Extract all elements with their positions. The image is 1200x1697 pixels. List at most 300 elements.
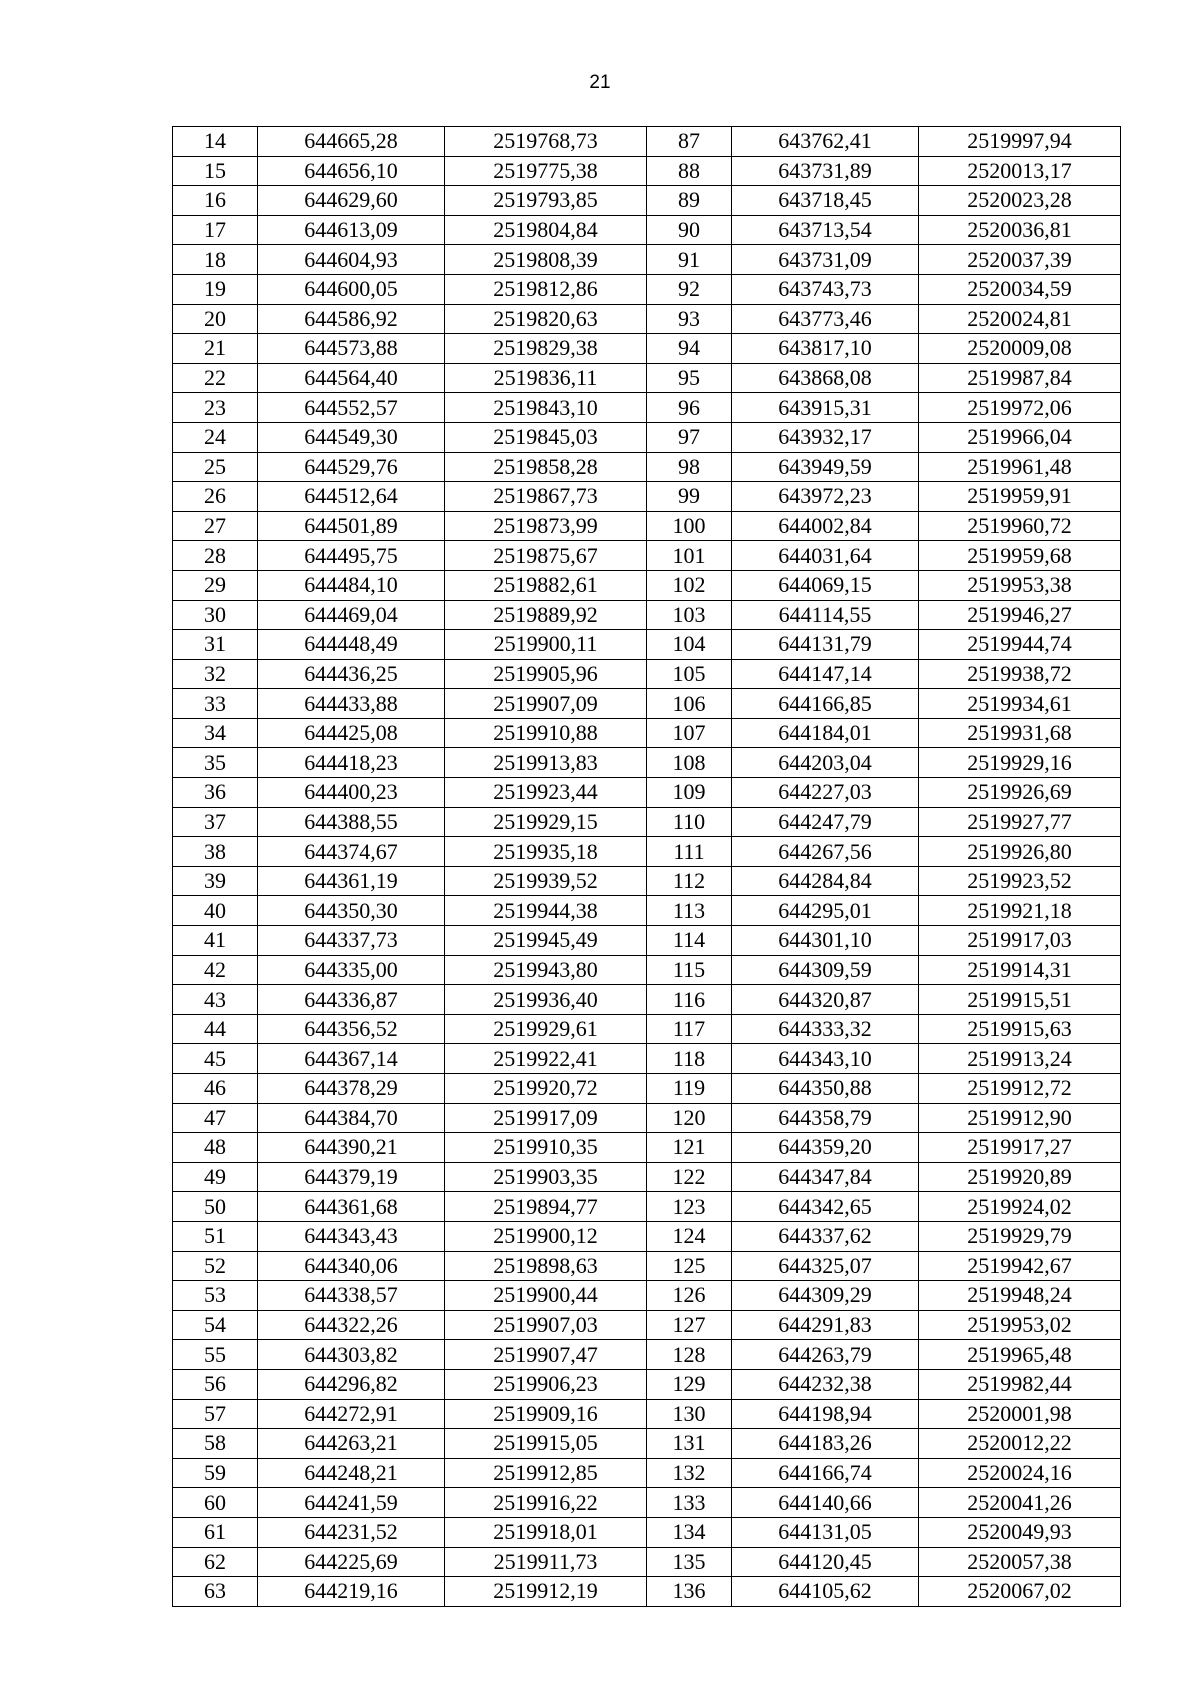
x-coordinate-cell: 644484,10 xyxy=(258,570,445,600)
point-number-cell: 127 xyxy=(647,1310,732,1340)
x-coordinate-cell: 644350,30 xyxy=(258,896,445,926)
point-number-cell: 130 xyxy=(647,1399,732,1429)
y-coordinate-cell: 2520009,08 xyxy=(919,334,1121,364)
x-coordinate-cell: 643868,08 xyxy=(732,363,919,393)
x-coordinate-cell: 643743,73 xyxy=(732,274,919,304)
y-coordinate-cell: 2520041,26 xyxy=(919,1488,1121,1518)
y-coordinate-cell: 2519808,39 xyxy=(445,245,647,275)
table-row xyxy=(173,866,1121,896)
y-coordinate-cell: 2519911,73 xyxy=(445,1547,647,1577)
y-coordinate-cell: 2519903,35 xyxy=(445,1162,647,1192)
table-row xyxy=(173,837,1121,867)
x-coordinate-cell: 644512,64 xyxy=(258,482,445,512)
y-coordinate-cell: 2519917,27 xyxy=(919,1133,1121,1163)
y-coordinate-cell: 2519793,85 xyxy=(445,186,647,216)
y-coordinate-cell: 2520023,28 xyxy=(919,186,1121,216)
y-coordinate-cell: 2520034,59 xyxy=(919,274,1121,304)
point-number-cell: 102 xyxy=(647,570,732,600)
point-number-cell: 136 xyxy=(647,1577,732,1607)
point-number-cell: 24 xyxy=(173,422,258,452)
point-number-cell: 94 xyxy=(647,334,732,364)
x-coordinate-cell: 644549,30 xyxy=(258,422,445,452)
point-number-cell: 33 xyxy=(173,689,258,719)
y-coordinate-cell: 2519845,03 xyxy=(445,422,647,452)
point-number-cell: 97 xyxy=(647,422,732,452)
x-coordinate-cell: 644336,87 xyxy=(258,985,445,1015)
y-coordinate-cell: 2520012,22 xyxy=(919,1429,1121,1459)
page-number: 21 xyxy=(589,72,611,93)
point-number-cell: 110 xyxy=(647,807,732,837)
table-row xyxy=(173,274,1121,304)
point-number-cell: 104 xyxy=(647,630,732,660)
point-number-cell: 112 xyxy=(647,866,732,896)
y-coordinate-cell: 2519959,68 xyxy=(919,541,1121,571)
y-coordinate-cell: 2519921,18 xyxy=(919,896,1121,926)
x-coordinate-cell: 644400,23 xyxy=(258,778,445,808)
y-coordinate-cell: 2519942,67 xyxy=(919,1251,1121,1281)
x-coordinate-cell: 644114,55 xyxy=(732,600,919,630)
x-coordinate-cell: 644120,45 xyxy=(732,1547,919,1577)
point-number-cell: 120 xyxy=(647,1103,732,1133)
y-coordinate-cell: 2519907,47 xyxy=(445,1340,647,1370)
x-coordinate-cell: 643718,45 xyxy=(732,186,919,216)
y-coordinate-cell: 2520013,17 xyxy=(919,156,1121,186)
y-coordinate-cell: 2519858,28 xyxy=(445,452,647,482)
x-coordinate-cell: 644069,15 xyxy=(732,570,919,600)
point-number-cell: 62 xyxy=(173,1547,258,1577)
point-number-cell: 48 xyxy=(173,1133,258,1163)
y-coordinate-cell: 2520067,02 xyxy=(919,1577,1121,1607)
point-number-cell: 26 xyxy=(173,482,258,512)
table-row xyxy=(173,1251,1121,1281)
point-number-cell: 49 xyxy=(173,1162,258,1192)
x-coordinate-cell: 644552,57 xyxy=(258,393,445,423)
y-coordinate-cell: 2519961,48 xyxy=(919,452,1121,482)
table-row xyxy=(173,689,1121,719)
x-coordinate-cell: 644564,40 xyxy=(258,363,445,393)
x-coordinate-cell: 644342,65 xyxy=(732,1192,919,1222)
y-coordinate-cell: 2519926,80 xyxy=(919,837,1121,867)
table-row xyxy=(173,778,1121,808)
x-coordinate-cell: 644309,59 xyxy=(732,955,919,985)
x-coordinate-cell: 644378,29 xyxy=(258,1074,445,1104)
table-row xyxy=(173,1577,1121,1607)
y-coordinate-cell: 2519909,16 xyxy=(445,1399,647,1429)
table-row xyxy=(173,1103,1121,1133)
table-row xyxy=(173,896,1121,926)
x-coordinate-cell: 644325,07 xyxy=(732,1251,919,1281)
point-number-cell: 125 xyxy=(647,1251,732,1281)
x-coordinate-cell: 644347,84 xyxy=(732,1162,919,1192)
table-row xyxy=(173,718,1121,748)
point-number-cell: 117 xyxy=(647,1014,732,1044)
x-coordinate-cell: 643713,54 xyxy=(732,215,919,245)
x-coordinate-cell: 644284,84 xyxy=(732,866,919,896)
x-coordinate-cell: 644333,32 xyxy=(732,1014,919,1044)
y-coordinate-cell: 2519966,04 xyxy=(919,422,1121,452)
x-coordinate-cell: 644272,91 xyxy=(258,1399,445,1429)
y-coordinate-cell: 2519929,16 xyxy=(919,748,1121,778)
y-coordinate-cell: 2519917,03 xyxy=(919,926,1121,956)
table-row xyxy=(173,186,1121,216)
y-coordinate-cell: 2519929,79 xyxy=(919,1221,1121,1251)
point-number-cell: 101 xyxy=(647,541,732,571)
x-coordinate-cell: 644147,14 xyxy=(732,659,919,689)
point-number-cell: 88 xyxy=(647,156,732,186)
x-coordinate-cell: 644338,57 xyxy=(258,1281,445,1311)
y-coordinate-cell: 2519910,88 xyxy=(445,718,647,748)
table-row xyxy=(173,363,1121,393)
point-number-cell: 55 xyxy=(173,1340,258,1370)
table-row xyxy=(173,985,1121,1015)
x-coordinate-cell: 644361,19 xyxy=(258,866,445,896)
y-coordinate-cell: 2519875,67 xyxy=(445,541,647,571)
x-coordinate-cell: 644203,04 xyxy=(732,748,919,778)
point-number-cell: 21 xyxy=(173,334,258,364)
y-coordinate-cell: 2519916,22 xyxy=(445,1488,647,1518)
x-coordinate-cell: 644665,28 xyxy=(258,127,445,157)
x-coordinate-cell: 644303,82 xyxy=(258,1340,445,1370)
x-coordinate-cell: 643731,89 xyxy=(732,156,919,186)
point-number-cell: 59 xyxy=(173,1458,258,1488)
point-number-cell: 54 xyxy=(173,1310,258,1340)
x-coordinate-cell: 644267,56 xyxy=(732,837,919,867)
point-number-cell: 111 xyxy=(647,837,732,867)
y-coordinate-cell: 2519997,94 xyxy=(919,127,1121,157)
y-coordinate-cell: 2519914,31 xyxy=(919,955,1121,985)
y-coordinate-cell: 2519912,90 xyxy=(919,1103,1121,1133)
x-coordinate-cell: 644350,88 xyxy=(732,1074,919,1104)
point-number-cell: 29 xyxy=(173,570,258,600)
y-coordinate-cell: 2519936,40 xyxy=(445,985,647,1015)
y-coordinate-cell: 2519926,69 xyxy=(919,778,1121,808)
x-coordinate-cell: 643949,59 xyxy=(732,452,919,482)
x-coordinate-cell: 644232,38 xyxy=(732,1369,919,1399)
table-row xyxy=(173,1310,1121,1340)
y-coordinate-cell: 2519907,09 xyxy=(445,689,647,719)
y-coordinate-cell: 2519912,85 xyxy=(445,1458,647,1488)
point-number-cell: 43 xyxy=(173,985,258,1015)
x-coordinate-cell: 644031,64 xyxy=(732,541,919,571)
y-coordinate-cell: 2519910,35 xyxy=(445,1133,647,1163)
x-coordinate-cell: 644374,67 xyxy=(258,837,445,867)
x-coordinate-cell: 644183,26 xyxy=(732,1429,919,1459)
x-coordinate-cell: 644247,79 xyxy=(732,807,919,837)
x-coordinate-cell: 644529,76 xyxy=(258,452,445,482)
table-row xyxy=(173,570,1121,600)
table-row xyxy=(173,600,1121,630)
point-number-cell: 18 xyxy=(173,245,258,275)
y-coordinate-cell: 2519915,05 xyxy=(445,1429,647,1459)
y-coordinate-cell: 2519945,49 xyxy=(445,926,647,956)
y-coordinate-cell: 2519944,74 xyxy=(919,630,1121,660)
x-coordinate-cell: 644629,60 xyxy=(258,186,445,216)
point-number-cell: 16 xyxy=(173,186,258,216)
coordinates-table-body xyxy=(173,127,1121,1607)
x-coordinate-cell: 644295,01 xyxy=(732,896,919,926)
point-number-cell: 30 xyxy=(173,600,258,630)
x-coordinate-cell: 644227,03 xyxy=(732,778,919,808)
table-row xyxy=(173,541,1121,571)
table-row xyxy=(173,156,1121,186)
y-coordinate-cell: 2519918,01 xyxy=(445,1517,647,1547)
table-row xyxy=(173,245,1121,275)
y-coordinate-cell: 2519922,41 xyxy=(445,1044,647,1074)
table-row xyxy=(173,215,1121,245)
point-number-cell: 46 xyxy=(173,1074,258,1104)
point-number-cell: 126 xyxy=(647,1281,732,1311)
point-number-cell: 14 xyxy=(173,127,258,157)
y-coordinate-cell: 2519938,72 xyxy=(919,659,1121,689)
point-number-cell: 129 xyxy=(647,1369,732,1399)
y-coordinate-cell: 2519959,91 xyxy=(919,482,1121,512)
point-number-cell: 25 xyxy=(173,452,258,482)
y-coordinate-cell: 2519915,51 xyxy=(919,985,1121,1015)
y-coordinate-cell: 2519812,86 xyxy=(445,274,647,304)
point-number-cell: 51 xyxy=(173,1221,258,1251)
x-coordinate-cell: 644231,52 xyxy=(258,1517,445,1547)
y-coordinate-cell: 2519836,11 xyxy=(445,363,647,393)
y-coordinate-cell: 2520024,16 xyxy=(919,1458,1121,1488)
y-coordinate-cell: 2519906,23 xyxy=(445,1369,647,1399)
table-row xyxy=(173,1547,1121,1577)
y-coordinate-cell: 2519965,48 xyxy=(919,1340,1121,1370)
y-coordinate-cell: 2520024,81 xyxy=(919,304,1121,334)
point-number-cell: 61 xyxy=(173,1517,258,1547)
point-number-cell: 114 xyxy=(647,926,732,956)
y-coordinate-cell: 2519920,89 xyxy=(919,1162,1121,1192)
y-coordinate-cell: 2519873,99 xyxy=(445,511,647,541)
y-coordinate-cell: 2519775,38 xyxy=(445,156,647,186)
table-row xyxy=(173,334,1121,364)
y-coordinate-cell: 2520049,93 xyxy=(919,1517,1121,1547)
y-coordinate-cell: 2519804,84 xyxy=(445,215,647,245)
x-coordinate-cell: 644219,16 xyxy=(258,1577,445,1607)
x-coordinate-cell: 644390,21 xyxy=(258,1133,445,1163)
point-number-cell: 31 xyxy=(173,630,258,660)
y-coordinate-cell: 2519917,09 xyxy=(445,1103,647,1133)
x-coordinate-cell: 644241,59 xyxy=(258,1488,445,1518)
x-coordinate-cell: 644225,69 xyxy=(258,1547,445,1577)
y-coordinate-cell: 2519987,84 xyxy=(919,363,1121,393)
y-coordinate-cell: 2519943,80 xyxy=(445,955,647,985)
table-row xyxy=(173,1162,1121,1192)
x-coordinate-cell: 644388,55 xyxy=(258,807,445,837)
x-coordinate-cell: 643915,31 xyxy=(732,393,919,423)
y-coordinate-cell: 2519894,77 xyxy=(445,1192,647,1222)
table-row xyxy=(173,1399,1121,1429)
y-coordinate-cell: 2519982,44 xyxy=(919,1369,1121,1399)
table-row xyxy=(173,1044,1121,1074)
point-number-cell: 58 xyxy=(173,1429,258,1459)
x-coordinate-cell: 644586,92 xyxy=(258,304,445,334)
y-coordinate-cell: 2519900,11 xyxy=(445,630,647,660)
point-number-cell: 37 xyxy=(173,807,258,837)
x-coordinate-cell: 644356,52 xyxy=(258,1014,445,1044)
point-number-cell: 27 xyxy=(173,511,258,541)
table-row xyxy=(173,955,1121,985)
x-coordinate-cell: 644296,82 xyxy=(258,1369,445,1399)
y-coordinate-cell: 2519920,72 xyxy=(445,1074,647,1104)
y-coordinate-cell: 2519900,12 xyxy=(445,1221,647,1251)
x-coordinate-cell: 643932,17 xyxy=(732,422,919,452)
x-coordinate-cell: 644320,87 xyxy=(732,985,919,1015)
point-number-cell: 131 xyxy=(647,1429,732,1459)
y-coordinate-cell: 2519934,61 xyxy=(919,689,1121,719)
table-row xyxy=(173,1488,1121,1518)
y-coordinate-cell: 2519972,06 xyxy=(919,393,1121,423)
point-number-cell: 22 xyxy=(173,363,258,393)
x-coordinate-cell: 644343,43 xyxy=(258,1221,445,1251)
x-coordinate-cell: 644433,88 xyxy=(258,689,445,719)
point-number-cell: 28 xyxy=(173,541,258,571)
point-number-cell: 90 xyxy=(647,215,732,245)
point-number-cell: 119 xyxy=(647,1074,732,1104)
x-coordinate-cell: 644436,25 xyxy=(258,659,445,689)
y-coordinate-cell: 2519915,63 xyxy=(919,1014,1121,1044)
y-coordinate-cell: 2519953,38 xyxy=(919,570,1121,600)
point-number-cell: 60 xyxy=(173,1488,258,1518)
point-number-cell: 132 xyxy=(647,1458,732,1488)
y-coordinate-cell: 2519912,72 xyxy=(919,1074,1121,1104)
point-number-cell: 35 xyxy=(173,748,258,778)
table-row xyxy=(173,1458,1121,1488)
table-row xyxy=(173,630,1121,660)
point-number-cell: 134 xyxy=(647,1517,732,1547)
x-coordinate-cell: 643972,23 xyxy=(732,482,919,512)
y-coordinate-cell: 2520057,38 xyxy=(919,1547,1121,1577)
point-number-cell: 17 xyxy=(173,215,258,245)
y-coordinate-cell: 2520001,98 xyxy=(919,1399,1121,1429)
x-coordinate-cell: 644131,79 xyxy=(732,630,919,660)
point-number-cell: 50 xyxy=(173,1192,258,1222)
y-coordinate-cell: 2519946,27 xyxy=(919,600,1121,630)
table-row xyxy=(173,1429,1121,1459)
y-coordinate-cell: 2519829,38 xyxy=(445,334,647,364)
point-number-cell: 47 xyxy=(173,1103,258,1133)
y-coordinate-cell: 2519939,52 xyxy=(445,866,647,896)
point-number-cell: 109 xyxy=(647,778,732,808)
y-coordinate-cell: 2519929,61 xyxy=(445,1014,647,1044)
point-number-cell: 108 xyxy=(647,748,732,778)
point-number-cell: 105 xyxy=(647,659,732,689)
x-coordinate-cell: 644343,10 xyxy=(732,1044,919,1074)
x-coordinate-cell: 644263,21 xyxy=(258,1429,445,1459)
point-number-cell: 103 xyxy=(647,600,732,630)
x-coordinate-cell: 644337,62 xyxy=(732,1221,919,1251)
point-number-cell: 52 xyxy=(173,1251,258,1281)
point-number-cell: 107 xyxy=(647,718,732,748)
point-number-cell: 118 xyxy=(647,1044,732,1074)
y-coordinate-cell: 2519935,18 xyxy=(445,837,647,867)
table-row xyxy=(173,1517,1121,1547)
point-number-cell: 39 xyxy=(173,866,258,896)
y-coordinate-cell: 2519900,44 xyxy=(445,1281,647,1311)
point-number-cell: 133 xyxy=(647,1488,732,1518)
x-coordinate-cell: 643762,41 xyxy=(732,127,919,157)
point-number-cell: 99 xyxy=(647,482,732,512)
x-coordinate-cell: 644248,21 xyxy=(258,1458,445,1488)
point-number-cell: 20 xyxy=(173,304,258,334)
point-number-cell: 95 xyxy=(647,363,732,393)
point-number-cell: 40 xyxy=(173,896,258,926)
point-number-cell: 128 xyxy=(647,1340,732,1370)
x-coordinate-cell: 644322,26 xyxy=(258,1310,445,1340)
y-coordinate-cell: 2519924,02 xyxy=(919,1192,1121,1222)
y-coordinate-cell: 2519944,38 xyxy=(445,896,647,926)
coordinates-table xyxy=(172,126,1121,1607)
point-number-cell: 38 xyxy=(173,837,258,867)
x-coordinate-cell: 644263,79 xyxy=(732,1340,919,1370)
point-number-cell: 57 xyxy=(173,1399,258,1429)
point-number-cell: 56 xyxy=(173,1369,258,1399)
y-coordinate-cell: 2519898,63 xyxy=(445,1251,647,1281)
x-coordinate-cell: 643773,46 xyxy=(732,304,919,334)
point-number-cell: 15 xyxy=(173,156,258,186)
table-row xyxy=(173,1192,1121,1222)
table-row xyxy=(173,511,1121,541)
y-coordinate-cell: 2519889,92 xyxy=(445,600,647,630)
x-coordinate-cell: 644337,73 xyxy=(258,926,445,956)
y-coordinate-cell: 2519882,61 xyxy=(445,570,647,600)
x-coordinate-cell: 644656,10 xyxy=(258,156,445,186)
y-coordinate-cell: 2519948,24 xyxy=(919,1281,1121,1311)
x-coordinate-cell: 644367,14 xyxy=(258,1044,445,1074)
point-number-cell: 19 xyxy=(173,274,258,304)
x-coordinate-cell: 644166,74 xyxy=(732,1458,919,1488)
y-coordinate-cell: 2520037,39 xyxy=(919,245,1121,275)
x-coordinate-cell: 644361,68 xyxy=(258,1192,445,1222)
x-coordinate-cell: 644166,85 xyxy=(732,689,919,719)
x-coordinate-cell: 644309,29 xyxy=(732,1281,919,1311)
x-coordinate-cell: 644184,01 xyxy=(732,718,919,748)
point-number-cell: 44 xyxy=(173,1014,258,1044)
table-row xyxy=(173,1074,1121,1104)
y-coordinate-cell: 2519960,72 xyxy=(919,511,1121,541)
y-coordinate-cell: 2519931,68 xyxy=(919,718,1121,748)
point-number-cell: 23 xyxy=(173,393,258,423)
point-number-cell: 42 xyxy=(173,955,258,985)
table-row xyxy=(173,1221,1121,1251)
point-number-cell: 34 xyxy=(173,718,258,748)
y-coordinate-cell: 2519867,73 xyxy=(445,482,647,512)
x-coordinate-cell: 644501,89 xyxy=(258,511,445,541)
point-number-cell: 106 xyxy=(647,689,732,719)
x-coordinate-cell: 644448,49 xyxy=(258,630,445,660)
table-row xyxy=(173,127,1121,157)
table-row xyxy=(173,304,1121,334)
x-coordinate-cell: 644301,10 xyxy=(732,926,919,956)
x-coordinate-cell: 644358,79 xyxy=(732,1103,919,1133)
x-coordinate-cell: 644384,70 xyxy=(258,1103,445,1133)
x-coordinate-cell: 644140,66 xyxy=(732,1488,919,1518)
point-number-cell: 32 xyxy=(173,659,258,689)
y-coordinate-cell: 2519905,96 xyxy=(445,659,647,689)
y-coordinate-cell: 2519923,52 xyxy=(919,866,1121,896)
x-coordinate-cell: 644613,09 xyxy=(258,215,445,245)
table-row xyxy=(173,393,1121,423)
table-row xyxy=(173,1281,1121,1311)
x-coordinate-cell: 644425,08 xyxy=(258,718,445,748)
y-coordinate-cell: 2519927,77 xyxy=(919,807,1121,837)
point-number-cell: 93 xyxy=(647,304,732,334)
point-number-cell: 96 xyxy=(647,393,732,423)
point-number-cell: 91 xyxy=(647,245,732,275)
y-coordinate-cell: 2519929,15 xyxy=(445,807,647,837)
y-coordinate-cell: 2519843,10 xyxy=(445,393,647,423)
point-number-cell: 45 xyxy=(173,1044,258,1074)
table-row xyxy=(173,482,1121,512)
